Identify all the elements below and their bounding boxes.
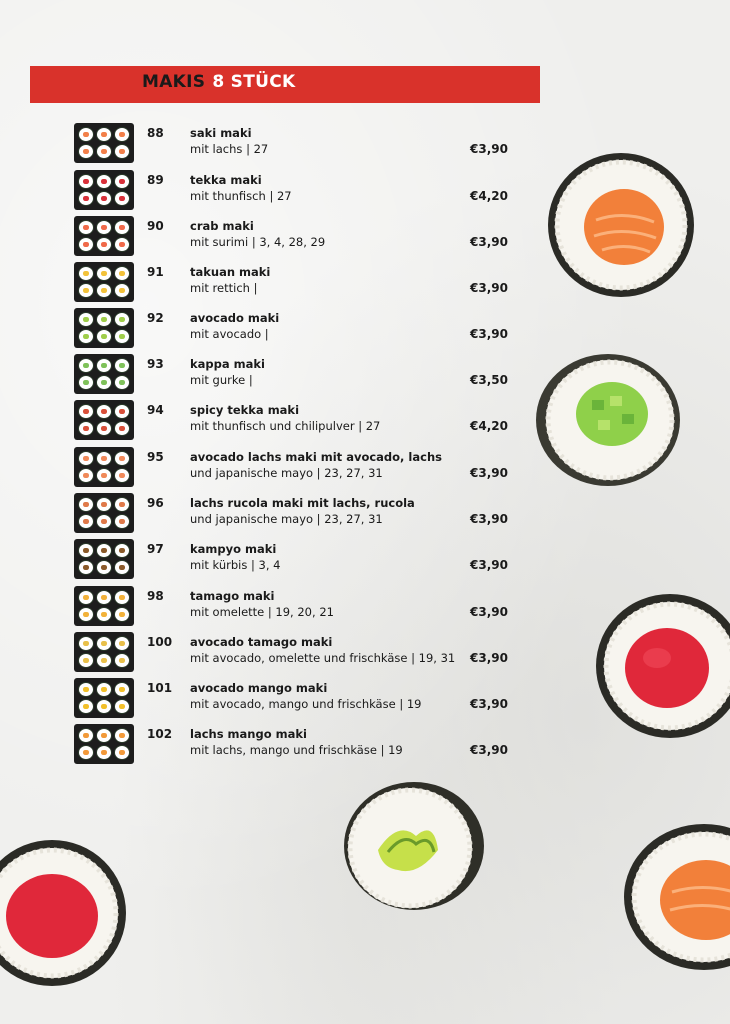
menu-item-89 bbox=[74, 170, 514, 214]
menu-item-price: €3,90 bbox=[470, 558, 508, 572]
menu-item-number: 98 bbox=[147, 589, 164, 603]
menu-item-100 bbox=[74, 632, 514, 676]
menu-item-price: €3,90 bbox=[470, 651, 508, 665]
menu-item-price: €3,90 bbox=[470, 605, 508, 619]
menu-item-101 bbox=[74, 678, 514, 722]
menu-item-description: mit avocado | bbox=[190, 327, 269, 341]
menu-item-description: und japanische mayo | 23, 27, 31 bbox=[190, 466, 383, 480]
menu-item-image bbox=[74, 724, 134, 764]
menu-item-description: mit thunfisch und chilipulver | 27 bbox=[190, 419, 381, 433]
menu-item-price: €3,90 bbox=[470, 743, 508, 757]
section-title-makis: MAKIS bbox=[142, 72, 206, 92]
menu-item-image bbox=[74, 678, 134, 718]
menu-item-image bbox=[74, 632, 134, 672]
menu-item-description: mit omelette | 19, 20, 21 bbox=[190, 605, 334, 619]
menu-item-image bbox=[74, 354, 134, 394]
menu-item-name: lachs rucola maki mit lachs, rucola bbox=[190, 496, 415, 510]
menu-item-number: 97 bbox=[147, 542, 164, 556]
menu-item-image bbox=[74, 170, 134, 210]
tuna-maki-image-bottom-left bbox=[0, 838, 128, 988]
menu-item-image bbox=[74, 123, 134, 163]
menu-item-number: 91 bbox=[147, 265, 164, 279]
menu-item-91 bbox=[74, 262, 514, 306]
menu-item-name: tekka maki bbox=[190, 173, 262, 187]
menu-item-description: mit avocado, omelette und frischkäse | 19, 31 bbox=[190, 651, 456, 665]
menu-item-image bbox=[74, 493, 134, 533]
menu-item-price: €3,90 bbox=[470, 281, 508, 295]
section-header-bar bbox=[30, 66, 540, 103]
menu-item-name: tamago maki bbox=[190, 589, 275, 603]
menu-item-number: 96 bbox=[147, 496, 164, 510]
menu-item-name: kappa maki bbox=[190, 357, 265, 371]
menu-item-image bbox=[74, 308, 134, 348]
menu-item-102 bbox=[74, 724, 514, 768]
menu-item-price: €3,90 bbox=[470, 142, 508, 156]
menu-item-name: lachs mango maki bbox=[190, 727, 307, 741]
menu-item-95 bbox=[74, 447, 514, 491]
avocado-maki-image bbox=[338, 780, 484, 912]
menu-item-93 bbox=[74, 354, 514, 398]
menu-item-description: mit lachs, mango und frischkäse | 19 bbox=[190, 743, 403, 757]
menu-item-name: crab maki bbox=[190, 219, 254, 233]
menu-item-image bbox=[74, 216, 134, 256]
menu-item-price: €3,90 bbox=[470, 697, 508, 711]
menu-item-price: €3,90 bbox=[470, 327, 508, 341]
menu-item-97 bbox=[74, 539, 514, 583]
menu-item-image bbox=[74, 447, 134, 487]
menu-item-description: und japanische mayo | 23, 27, 31 bbox=[190, 512, 383, 526]
menu-item-name: saki maki bbox=[190, 126, 252, 140]
menu-item-price: €3,90 bbox=[470, 512, 508, 526]
menu-item-description: mit rettich | bbox=[190, 281, 258, 295]
menu-item-name: avocado tamago maki bbox=[190, 635, 333, 649]
menu-item-description: mit avocado, mango und frischkäse | 19 bbox=[190, 697, 422, 711]
menu-item-90 bbox=[74, 216, 514, 260]
menu-item-92 bbox=[74, 308, 514, 352]
menu-item-name: takuan maki bbox=[190, 265, 271, 279]
menu-item-number: 101 bbox=[147, 681, 173, 695]
menu-item-image bbox=[74, 400, 134, 440]
menu-item-number: 90 bbox=[147, 219, 164, 233]
salmon-maki-image-bottom-right bbox=[622, 822, 730, 972]
section-title-count: 8 STÜCK bbox=[212, 72, 296, 92]
menu-item-price: €3,90 bbox=[470, 235, 508, 249]
menu-item-description: mit surimi | 3, 4, 28, 29 bbox=[190, 235, 326, 249]
menu-item-description: mit gurke | bbox=[190, 373, 253, 387]
menu-item-name: avocado mango maki bbox=[190, 681, 328, 695]
menu-item-number: 93 bbox=[147, 357, 164, 371]
menu-item-image bbox=[74, 539, 134, 579]
menu-item-description: mit lachs | 27 bbox=[190, 142, 269, 156]
menu-item-94 bbox=[74, 400, 514, 444]
menu-item-number: 102 bbox=[147, 727, 173, 741]
menu-item-price: €4,20 bbox=[470, 419, 508, 433]
cucumber-maki-image bbox=[530, 352, 682, 488]
menu-item-name: avocado lachs maki mit avocado, lachs bbox=[190, 450, 442, 464]
menu-item-96 bbox=[74, 493, 514, 537]
menu-item-name: avocado maki bbox=[190, 311, 280, 325]
menu-item-name: kampyo maki bbox=[190, 542, 277, 556]
menu-item-88 bbox=[74, 123, 514, 167]
tuna-maki-image bbox=[595, 592, 730, 740]
menu-item-description: mit kürbis | 3, 4 bbox=[190, 558, 281, 572]
menu-item-number: 89 bbox=[147, 173, 164, 187]
menu-item-number: 92 bbox=[147, 311, 164, 325]
menu-item-number: 100 bbox=[147, 635, 173, 649]
menu-item-image bbox=[74, 262, 134, 302]
menu-item-image bbox=[74, 586, 134, 626]
menu-item-name: spicy tekka maki bbox=[190, 403, 300, 417]
section-title bbox=[142, 72, 295, 92]
menu-item-number: 95 bbox=[147, 450, 164, 464]
salmon-maki-image bbox=[546, 150, 696, 300]
menu-item-number: 94 bbox=[147, 403, 164, 417]
menu-item-price: €3,90 bbox=[470, 466, 508, 480]
menu-item-description: mit thunfisch | 27 bbox=[190, 189, 292, 203]
menu-item-number: 88 bbox=[147, 126, 164, 140]
menu-item-98 bbox=[74, 586, 514, 630]
menu-item-price: €4,20 bbox=[470, 189, 508, 203]
menu-item-price: €3,50 bbox=[470, 373, 508, 387]
